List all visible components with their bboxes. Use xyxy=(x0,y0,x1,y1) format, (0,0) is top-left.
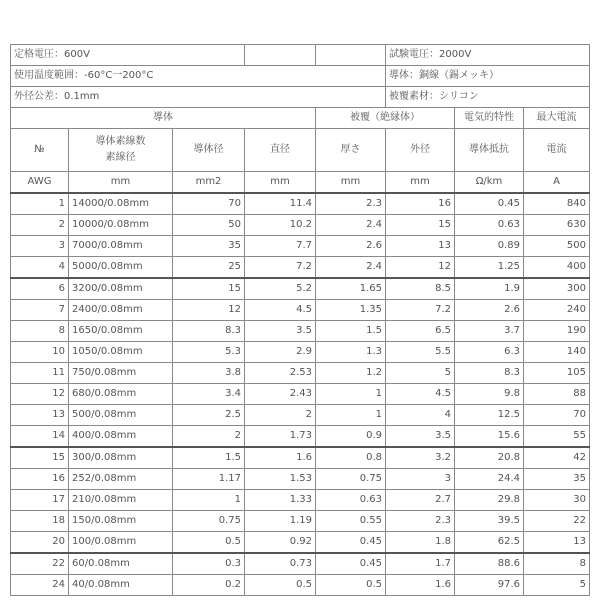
outer-diameter-cell: 5.5 xyxy=(386,342,455,363)
resistance-cell: 9.8 xyxy=(455,384,524,405)
current-unit: A xyxy=(524,172,590,194)
resistance-cell: 15.6 xyxy=(455,426,524,448)
awg-cell: 20 xyxy=(11,532,69,554)
area-cell: 8.3 xyxy=(173,321,245,342)
resistance-cell: 1.9 xyxy=(455,278,524,300)
awg-cell: 24 xyxy=(11,575,69,596)
awg-cell: 8 xyxy=(11,321,69,342)
diameter-cell: 7.7 xyxy=(245,236,316,257)
area-cell: 0.75 xyxy=(173,511,245,532)
resistance-cell: 20.8 xyxy=(455,447,524,469)
current-cell: 42 xyxy=(524,447,590,469)
current-cell: 630 xyxy=(524,215,590,236)
current-cell: 500 xyxy=(524,236,590,257)
area-cell: 35 xyxy=(173,236,245,257)
outer-diameter-cell: 6.5 xyxy=(386,321,455,342)
outer-diameter-cell: 4.5 xyxy=(386,384,455,405)
group-header-row xyxy=(11,108,590,129)
outer-diameter-cell: 2.3 xyxy=(386,511,455,532)
table-row xyxy=(11,553,590,575)
wire-spec-table xyxy=(10,44,590,596)
awg-cell: 17 xyxy=(11,490,69,511)
table-row xyxy=(11,257,590,279)
max-current-group-header: 最大電流 xyxy=(524,108,590,129)
table-row xyxy=(11,532,590,554)
outer-diameter-cell: 5 xyxy=(386,363,455,384)
outer-diameter-cell: 8.5 xyxy=(386,278,455,300)
area-unit: mm2 xyxy=(173,172,245,194)
table-row xyxy=(11,384,590,405)
current-cell: 35 xyxy=(524,469,590,490)
area-cell: 3.8 xyxy=(173,363,245,384)
current-cell: 240 xyxy=(524,300,590,321)
resistance-cell: 0.89 xyxy=(455,236,524,257)
outer-diameter-cell: 4 xyxy=(386,405,455,426)
diameter-cell: 11.4 xyxy=(245,193,316,215)
resistance-cell: 29.8 xyxy=(455,490,524,511)
table-row xyxy=(11,511,590,532)
diameter-cell: 2.53 xyxy=(245,363,316,384)
awg-cell: 7 xyxy=(11,300,69,321)
diameter-cell: 2 xyxy=(245,405,316,426)
current-cell: 22 xyxy=(524,511,590,532)
area-cell: 1 xyxy=(173,490,245,511)
strands-cell: 1650/0.08mm xyxy=(69,321,173,342)
outer-diameter-cell: 1.6 xyxy=(386,575,455,596)
thickness-cell: 0.45 xyxy=(316,532,386,554)
thickness-cell: 0.55 xyxy=(316,511,386,532)
thickness-cell: 2.3 xyxy=(316,193,386,215)
outer-diameter-cell: 12 xyxy=(386,257,455,279)
strands-cell: 5000/0.08mm xyxy=(69,257,173,279)
strands-cell: 400/0.08mm xyxy=(69,426,173,448)
table-row xyxy=(11,278,590,300)
current-header: 電流 xyxy=(524,129,590,172)
area-cell: 25 xyxy=(173,257,245,279)
resistance-cell: 1.25 xyxy=(455,257,524,279)
resistance-cell: 3.7 xyxy=(455,321,524,342)
resistance-cell: 88.6 xyxy=(455,553,524,575)
outer-diameter-cell: 2.7 xyxy=(386,490,455,511)
outer-unit: mm xyxy=(386,172,455,194)
diameter-cell: 7.2 xyxy=(245,257,316,279)
conductor-diameter-header: 導体径 xyxy=(173,129,245,172)
resistance-cell: 0.63 xyxy=(455,215,524,236)
resistance-unit: Ω/km xyxy=(455,172,524,194)
diameter-cell: 1.73 xyxy=(245,426,316,448)
current-cell: 30 xyxy=(524,490,590,511)
table-row xyxy=(11,215,590,236)
insulation-material-cell: 被覆素材：シリコン xyxy=(386,87,590,108)
outer-diameter-cell: 7.2 xyxy=(386,300,455,321)
strands-header xyxy=(69,129,173,172)
table-row xyxy=(11,575,590,596)
outer-diameter-cell: 1.8 xyxy=(386,532,455,554)
strands-cell: 300/0.08mm xyxy=(69,447,173,469)
diameter-cell: 0.73 xyxy=(245,553,316,575)
strands-cell: 60/0.08mm xyxy=(69,553,173,575)
area-cell: 0.2 xyxy=(173,575,245,596)
area-cell: 70 xyxy=(173,193,245,215)
diameter-cell: 1.19 xyxy=(245,511,316,532)
table-row xyxy=(11,490,590,511)
spec-row-2 xyxy=(11,66,590,87)
strands-cell: 210/0.08mm xyxy=(69,490,173,511)
electrical-group-header: 電気的特性 xyxy=(455,108,524,129)
thickness-cell: 0.5 xyxy=(316,575,386,596)
thickness-cell: 1.35 xyxy=(316,300,386,321)
temp-range-cell: 使用温度範囲：-60°C一200°C xyxy=(11,66,386,87)
thickness-unit: mm xyxy=(316,172,386,194)
awg-cell: 4 xyxy=(11,257,69,279)
resistance-cell: 24.4 xyxy=(455,469,524,490)
thickness-header: 厚さ xyxy=(316,129,386,172)
resistance-header: 導体抵抗 xyxy=(455,129,524,172)
outer-diameter-cell: 13 xyxy=(386,236,455,257)
current-cell: 300 xyxy=(524,278,590,300)
diameter-cell: 3.5 xyxy=(245,321,316,342)
thickness-cell: 0.75 xyxy=(316,469,386,490)
area-cell: 0.3 xyxy=(173,553,245,575)
diameter-cell: 4.5 xyxy=(245,300,316,321)
area-cell: 1.17 xyxy=(173,469,245,490)
empty-cell xyxy=(245,45,316,66)
strands-cell: 2400/0.08mm xyxy=(69,300,173,321)
table-body xyxy=(11,45,590,596)
strands-cell: 40/0.08mm xyxy=(69,575,173,596)
table-row xyxy=(11,469,590,490)
outer-diameter-cell: 3 xyxy=(386,469,455,490)
outer-diameter-cell: 3.5 xyxy=(386,426,455,448)
outer-diameter-header: 外径 xyxy=(386,129,455,172)
thickness-cell: 2.4 xyxy=(316,257,386,279)
strands-cell: 7000/0.08mm xyxy=(69,236,173,257)
od-tolerance-cell: 外径公差：0.1mm xyxy=(11,87,386,108)
awg-cell: 2 xyxy=(11,215,69,236)
units-row xyxy=(11,172,590,194)
area-cell: 15 xyxy=(173,278,245,300)
thickness-cell: 2.6 xyxy=(316,236,386,257)
spec-row-3 xyxy=(11,87,590,108)
table-row xyxy=(11,342,590,363)
strands-header-line2: 素線径 xyxy=(105,152,136,163)
outer-diameter-cell: 16 xyxy=(386,193,455,215)
table-row xyxy=(11,300,590,321)
thickness-cell: 1 xyxy=(316,384,386,405)
insulation-group-header: 被覆（絶縁体） xyxy=(316,108,455,129)
area-cell: 0.5 xyxy=(173,532,245,554)
area-cell: 5.3 xyxy=(173,342,245,363)
thickness-cell: 0.63 xyxy=(316,490,386,511)
awg-cell: 16 xyxy=(11,469,69,490)
spec-row-1 xyxy=(11,45,590,66)
diameter-cell: 0.5 xyxy=(245,575,316,596)
diameter-header: 直径 xyxy=(245,129,316,172)
empty-cell xyxy=(316,45,386,66)
strands-cell: 100/0.08mm xyxy=(69,532,173,554)
test-voltage-cell: 試験電圧：2000V xyxy=(386,45,590,66)
awg-unit: AWG xyxy=(11,172,69,194)
current-cell: 840 xyxy=(524,193,590,215)
current-cell: 190 xyxy=(524,321,590,342)
current-cell: 88 xyxy=(524,384,590,405)
table-row xyxy=(11,447,590,469)
awg-cell: 10 xyxy=(11,342,69,363)
area-cell: 2 xyxy=(173,426,245,448)
resistance-cell: 62.5 xyxy=(455,532,524,554)
outer-diameter-cell: 15 xyxy=(386,215,455,236)
awg-cell: 22 xyxy=(11,553,69,575)
strands-cell: 14000/0.08mm xyxy=(69,193,173,215)
thickness-cell: 0.9 xyxy=(316,426,386,448)
strands-unit: mm xyxy=(69,172,173,194)
strands-header-line1: 導体素線数 xyxy=(95,136,146,147)
resistance-cell: 8.3 xyxy=(455,363,524,384)
current-cell: 8 xyxy=(524,553,590,575)
current-cell: 105 xyxy=(524,363,590,384)
current-cell: 140 xyxy=(524,342,590,363)
area-cell: 3.4 xyxy=(173,384,245,405)
table-row xyxy=(11,405,590,426)
no-header: № xyxy=(11,129,69,172)
area-cell: 12 xyxy=(173,300,245,321)
rated-voltage-cell: 定格電圧：600V xyxy=(11,45,245,66)
current-cell: 400 xyxy=(524,257,590,279)
current-cell: 70 xyxy=(524,405,590,426)
diameter-cell: 2.43 xyxy=(245,384,316,405)
table-row xyxy=(11,426,590,448)
area-cell: 50 xyxy=(173,215,245,236)
resistance-cell: 2.6 xyxy=(455,300,524,321)
thickness-cell: 1 xyxy=(316,405,386,426)
diameter-cell: 1.33 xyxy=(245,490,316,511)
resistance-cell: 97.6 xyxy=(455,575,524,596)
thickness-cell: 1.65 xyxy=(316,278,386,300)
diameter-cell: 1.53 xyxy=(245,469,316,490)
strands-cell: 150/0.08mm xyxy=(69,511,173,532)
diameter-cell: 0.92 xyxy=(245,532,316,554)
awg-cell: 11 xyxy=(11,363,69,384)
conductor-group-header: 導体 xyxy=(11,108,316,129)
awg-cell: 13 xyxy=(11,405,69,426)
area-cell: 1.5 xyxy=(173,447,245,469)
awg-cell: 12 xyxy=(11,384,69,405)
strands-cell: 3200/0.08mm xyxy=(69,278,173,300)
current-cell: 5 xyxy=(524,575,590,596)
awg-cell: 6 xyxy=(11,278,69,300)
strands-cell: 1050/0.08mm xyxy=(69,342,173,363)
strands-cell: 680/0.08mm xyxy=(69,384,173,405)
diameter-cell: 5.2 xyxy=(245,278,316,300)
diameter-cell: 1.6 xyxy=(245,447,316,469)
thickness-cell: 2.4 xyxy=(316,215,386,236)
awg-cell: 14 xyxy=(11,426,69,448)
table-row xyxy=(11,363,590,384)
resistance-cell: 0.45 xyxy=(455,193,524,215)
awg-cell: 1 xyxy=(11,193,69,215)
table-row xyxy=(11,321,590,342)
diameter-cell: 10.2 xyxy=(245,215,316,236)
strands-cell: 252/0.08mm xyxy=(69,469,173,490)
table-row xyxy=(11,193,590,215)
conductor-material-cell: 導体：銅線（錫メッキ） xyxy=(386,66,590,87)
outer-diameter-cell: 3.2 xyxy=(386,447,455,469)
current-cell: 13 xyxy=(524,532,590,554)
resistance-cell: 39.5 xyxy=(455,511,524,532)
thickness-cell: 1.2 xyxy=(316,363,386,384)
table-row xyxy=(11,236,590,257)
diameter-unit: mm xyxy=(245,172,316,194)
thickness-cell: 0.8 xyxy=(316,447,386,469)
outer-diameter-cell: 1.7 xyxy=(386,553,455,575)
column-header-row xyxy=(11,129,590,172)
resistance-cell: 6.3 xyxy=(455,342,524,363)
strands-cell: 10000/0.08mm xyxy=(69,215,173,236)
thickness-cell: 0.45 xyxy=(316,553,386,575)
strands-cell: 750/0.08mm xyxy=(69,363,173,384)
strands-cell: 500/0.08mm xyxy=(69,405,173,426)
current-cell: 55 xyxy=(524,426,590,448)
resistance-cell: 12.5 xyxy=(455,405,524,426)
area-cell: 2.5 xyxy=(173,405,245,426)
awg-cell: 3 xyxy=(11,236,69,257)
awg-cell: 15 xyxy=(11,447,69,469)
diameter-cell: 2.9 xyxy=(245,342,316,363)
awg-cell: 18 xyxy=(11,511,69,532)
thickness-cell: 1.5 xyxy=(316,321,386,342)
thickness-cell: 1.3 xyxy=(316,342,386,363)
